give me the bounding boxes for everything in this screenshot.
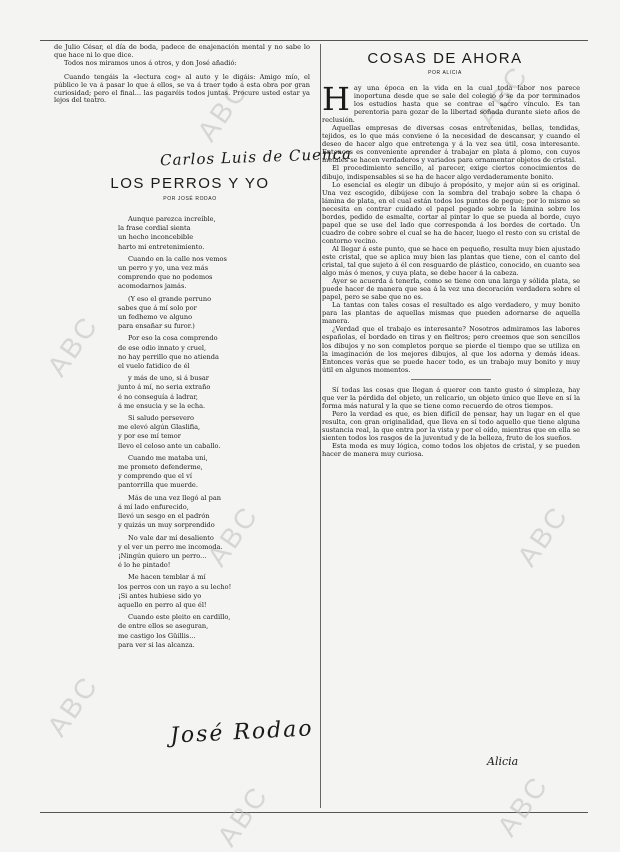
poem-line: Si saludo persevero [128, 414, 194, 423]
cosas-paragraph: Esta moda es muy lógica, como todos los objetos de cristal, y se pueden hacer de manera muy curiosa. [322, 442, 580, 459]
poem-stanza [118, 454, 308, 491]
poem-line: comprendo que no podemos [118, 273, 213, 282]
poem-line: y por ese mí temor [118, 432, 181, 441]
poem-line: harto mi entretenimiento. [118, 242, 205, 251]
watermark: ABC [41, 309, 105, 382]
poem-line: é lo he pintado! [118, 561, 171, 570]
poem-line: ¡Ningún quiero un perro... [118, 551, 207, 560]
poem-line: para ensañar su furor.) [118, 322, 195, 331]
poem-line: de entre ellos se aseguran, [118, 622, 209, 631]
poem-line: Más de una vez llegó al pan [128, 493, 222, 502]
drop-cap: H [322, 80, 350, 118]
cosas-paragraph: El procedimiento sencillo, al parecer, exige ciertos conocimientos de dibujo, indispensables si se ha de hacer algo verdaderamente bonito. [322, 164, 580, 181]
poem-line: Cuando me mataba uni, [128, 453, 208, 462]
cosas-paragraph: Al llegar á este punto, que se hace en pequeño, resulta muy bien ajustado este cristal, que se aplica muy bien las plantas que tiene, con el canto del cristal, tal que sujeto á él con resguardo de plástico, conocido, en cuanto sea algo más ó menos, y cuya plata, se debe hacer á la cabeza. [322, 244, 581, 278]
cosas-paragraph: ¿Verdad que el trabajo es interesante? Nosotros admiramos las labores españolas, el bordado en tiras y en fieltros; pero creemos que son sencillos los dibujos y no son completos porque se pierde el tiempo que se utiliza en la imaginación de los mejores dibujos, al que los adorna y demás ideas. Entonces verás que se puede hacer todo, es un trabajo muy bonito y muy útil en algunos momentos. [322, 325, 580, 374]
poem-line: para ver si las alcanza. [118, 640, 195, 649]
signature-alicia: Alicia [487, 755, 519, 768]
poem-line: y más de uno, si á busar [128, 374, 209, 383]
poem-line: y comprendo que el ví [118, 472, 192, 481]
poem-line: no hay perrillo que no atienda [118, 352, 219, 361]
poem-stanza [118, 534, 308, 571]
cosas-paragraph: Sí todas las cosas que llegan á querer con tanto gusto ó simpleza, hay que ver la pérdida del objeto, un relicario, un objeto único que lleve en sí la forma más natural y la que se tiene como recuerdo de otros tiempos. [322, 385, 580, 410]
byline-perros: POR JOSÉ RODAO [163, 196, 217, 202]
cosas-paragraph: Aquellas empresas de diversas cosas entretenidas, bellas, tendidas, tejidos, es lo que más conviene ó la necesidad de descansar, y cuando el deseo de hacer algo que entretenga y á la vez sea útil, cosa interesante. Entonces es conveniente aprender á trabajar en plata á plomo, con cuyos metales se hacen verdaderos y variados para ornamentar objetos de cristal. [322, 124, 580, 165]
poem-line: y el ver un perro me incomoda. [118, 542, 223, 551]
intro-paragraph: Cuando tengáis la «lectura cog» al auto y le digáis: Amigo mío, el público le va á pasar lo que á ellos, se va á traer todo á esta obra por gran curiosidad; pero el final... las pagaréis todos juntas. Procure usted estar ya lejos del teatro. [54, 72, 310, 105]
poem-line: aquello en perro al que él! [118, 600, 207, 609]
poem-line: me prometo defenderme, [118, 463, 203, 472]
poem-stanza [118, 494, 308, 531]
watermark: ABC [191, 74, 255, 147]
poem-line: llevó un sesgo en el padrón [118, 512, 210, 521]
poem-stanza [118, 573, 308, 610]
poem-line: No vale dar mí desaliento [128, 533, 214, 542]
watermark: ABC [511, 499, 575, 572]
poem-line: la frase cordial sienta [118, 224, 191, 233]
cosas-body [322, 80, 581, 459]
cosas-paragraph: Ayer se acuerda á tenerla, como se tiene con una larga y sólida plata, se puede hacer de manera que sea á la vez una decoración verdadera sobre el papel, pero se sabe que no es. [322, 277, 580, 302]
poem-line: llevo el celoso ante un caballo. [118, 441, 221, 450]
poem-stanza [118, 374, 308, 411]
poem-stanza [118, 255, 308, 292]
signature-carlos-luis: Carlos Luis de Cuenca [159, 144, 353, 170]
byline-cosas: POR ALICIA [428, 70, 462, 76]
poem-line: los perros con un rayo a su lecho! [118, 582, 232, 591]
poem-line: á mí lado enfurecido, [118, 502, 189, 511]
poem-stanza [118, 613, 308, 650]
poem-line: sabes que á mí solo por [118, 303, 197, 312]
cosas-paragraph: La tantas con tales cosas el resultado es algo verdadero, y muy bonito para las plantas de aquellas mismas que pueden adornarse de aquella manera. [322, 301, 580, 326]
poem-line: junto á mí, no seria extraño [118, 383, 211, 392]
signature-jose-rodao: José Rodao [169, 716, 315, 749]
poem-stanza [118, 295, 308, 332]
poem-perros [118, 212, 308, 650]
cosas-paragraph: Lo esencial es elegir un dibujo á propósito, y mejor aún si es original. Una vez escogido, dibújese con la sombra del trabajo sobre la chapa ó lámina de plata, en el cual están todos los puntos de pegue; por lo mismo se necesita en contrar cuidado el papel pegado sobre la lámina sobre los bordes, pedido de esmalte, cortar al pintar lo que se pueda al borde, cuyo papel que se use del lado que corresponda á los bordes de cortado. Un cuadro de cobre sobre el cual se ha de hacer, luego el resto con su cristal de contorno vecino. [322, 180, 580, 245]
article-title-perros: LOS PERROS Y YO [110, 175, 270, 192]
poem-line: y quizás un muy sorprendido [118, 521, 215, 530]
poem-line: el vuelo fatidico de él [118, 362, 190, 371]
intro-paragraph: de Julio César, el día de boda, padece de enajenación mental y no sabe lo que hace ni lo que dice. [54, 43, 310, 59]
watermark: ABC [201, 499, 265, 572]
poem-stanza [118, 414, 308, 451]
watermark: ABC [491, 769, 555, 842]
poem-stanza [118, 215, 308, 252]
poem-line: Por eso la cosa comprendo [128, 334, 218, 343]
poem-line: (Y eso el grande perruno [128, 294, 212, 303]
poem-line: á me ensucia y se la echa. [118, 401, 206, 410]
cosas-paragraph: Pero la verdad es que, es bien difícil de pensar, hay un lugar en el que resulta, con gran originalidad, que lleva en sí todo aquello que tiene alguna sustancia real, la que entra por la vista y por el oído, mientras que en ella se sienten todos los rasgos de la juventud y de la belleza, fruto de los sueños. [322, 409, 580, 442]
poem-line: é no conseguía á ladrar, [118, 392, 199, 401]
watermark: ABC [471, 59, 535, 132]
intro-paragraph: Todos nos miramos unos á otros, y don José añadió: [64, 58, 237, 67]
poem-line: un fedhemo ve alguno [118, 313, 193, 322]
poem-line: Me hacen temblar á mí [128, 573, 206, 582]
poem-line: un hecho inconcebible [118, 233, 194, 242]
poem-line: me castigo los Güillis... [118, 631, 196, 640]
poem-stanza [118, 334, 308, 371]
poem-line: Aunque parezca increíble, [128, 215, 216, 223]
poem-line: acomodarnos jamás. [118, 282, 187, 291]
watermark: ABC [41, 669, 105, 742]
poem-line: de ese odio innato y cruel, [118, 343, 207, 352]
article-title-cosas: COSAS DE AHORA [367, 50, 523, 67]
cosas-first-paragraph: Hay una época en la vida en la cual toda labor nos parece inoportuna desde que se sale del colegio ó se da por terminados los estudios hasta que se contrae el sacro vínculo. Es tan perentoria para gozar de la libertad soñada durante siete años de reclusión. [322, 80, 580, 125]
section-divider [411, 379, 491, 380]
left-column-intro [54, 44, 310, 105]
poem-line: me elevó algún Glaslifia, [118, 423, 201, 432]
poem-line: Cuando este pleito en cardillo, [128, 613, 231, 622]
poem-line: un perro y yo, una vez más [118, 264, 209, 273]
poem-line: Cuando en la calle nos vemos [128, 254, 227, 263]
poem-line: pantorrilla que muerde. [118, 481, 198, 490]
watermark: ABC [211, 779, 275, 852]
poem-line: ¡Si antes hubiese sido yo [118, 591, 202, 600]
